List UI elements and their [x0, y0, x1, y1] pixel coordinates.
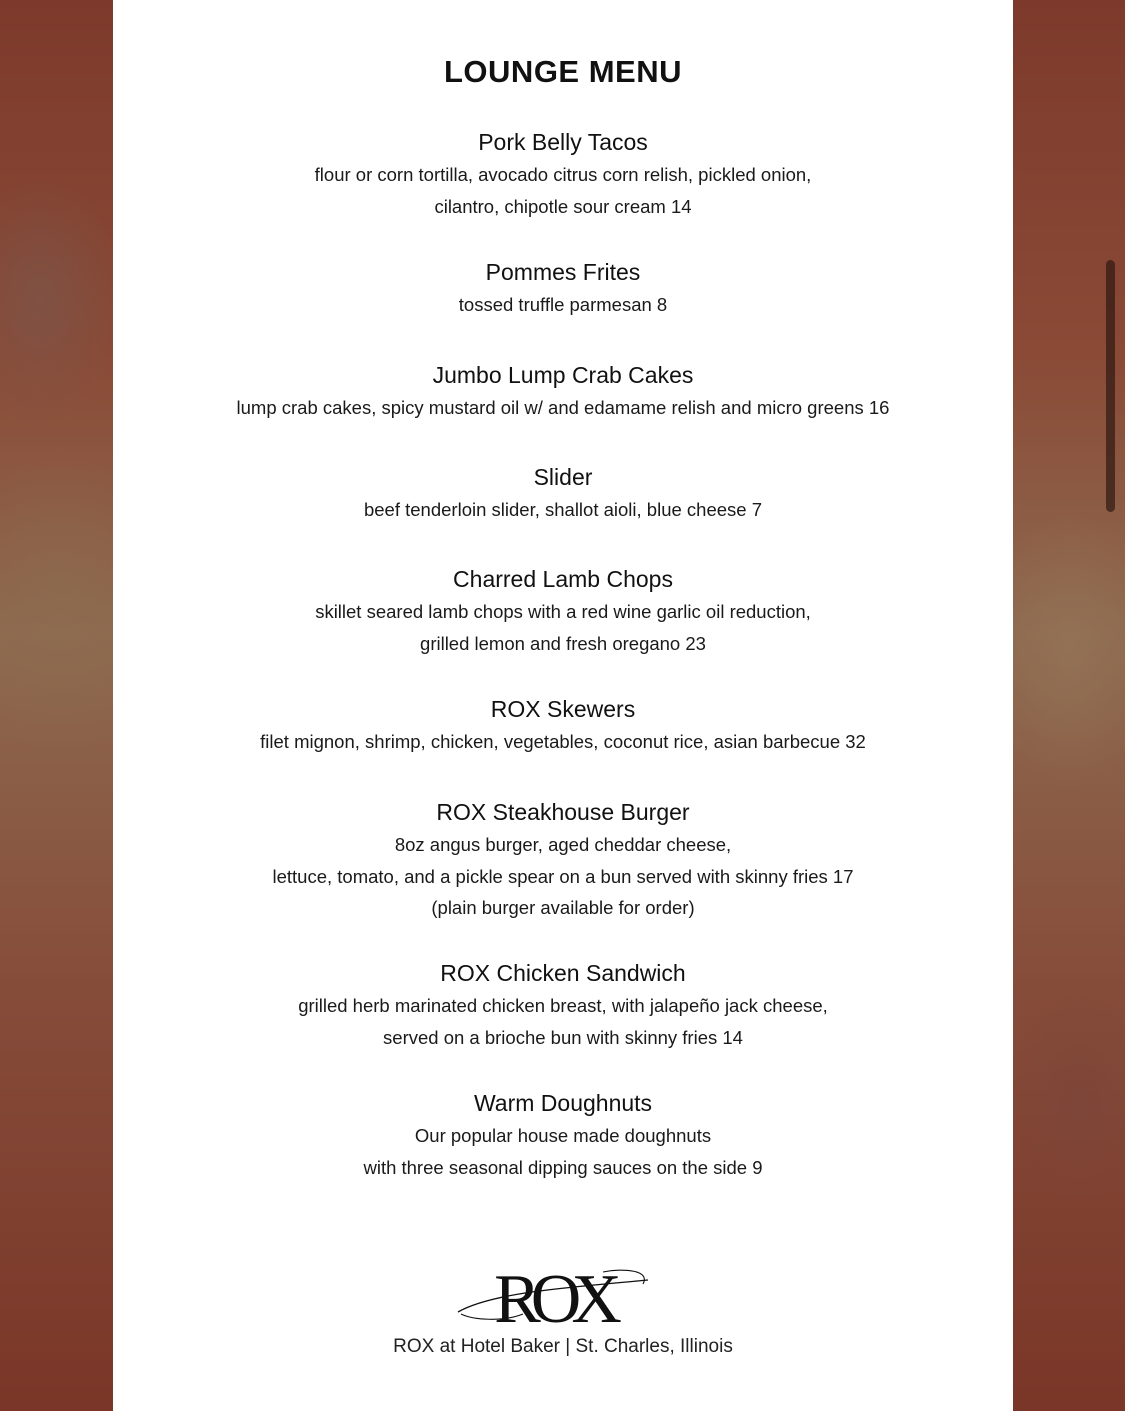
menu-item-name: Pommes Frites	[485, 259, 641, 285]
menu-item-description	[113, 1120, 1013, 1183]
menu-item-name: Warm Doughnuts	[473, 1090, 653, 1116]
description-line: filet mignon, shrimp, chicken, vegetables, coconut rice, asian barbecue 32	[260, 731, 866, 752]
menu-item-name: Slider	[533, 464, 593, 490]
description-line: lettuce, tomato, and a pickle spear on a bun served with skinny fries 17	[272, 865, 854, 887]
description-line: 8oz angus burger, aged cheddar cheese,	[394, 834, 732, 855]
description-line: flour or corn tortilla, avocado citrus corn relish, pickled onion,	[314, 164, 812, 185]
description-line: served on a brioche bun with skinny fries 14	[383, 1026, 743, 1048]
menu-item	[113, 694, 1013, 758]
menu-item-description	[113, 289, 1013, 321]
description-line: skillet seared lamb chops with a red wine garlic oil reduction,	[315, 601, 811, 622]
description-line: grilled lemon and fresh oregano 23	[420, 632, 706, 654]
left-background-texture	[0, 0, 113, 1411]
menu-item-description	[113, 990, 1013, 1053]
menu-item	[113, 797, 1013, 924]
description-line: grilled herb marinated chicken breast, with jalapeño jack cheese,	[298, 995, 828, 1016]
menu-item-description	[113, 494, 1013, 526]
menu-item-name: ROX Steakhouse Burger	[436, 799, 690, 825]
menu-item-description	[113, 596, 1013, 659]
menu-item-name: ROX Skewers	[490, 696, 636, 722]
menu-page	[113, 0, 1013, 1411]
description-line: tossed truffle parmesan 8	[458, 294, 668, 315]
menu-item-name: Pork Belly Tacos	[478, 129, 648, 155]
menu-item	[113, 360, 1013, 424]
menu-item	[113, 1088, 1013, 1183]
menu-item-description	[113, 829, 1013, 924]
menu-title: LOUNGE MENU	[444, 54, 682, 89]
menu-item	[113, 564, 1013, 659]
menu-item-description	[113, 726, 1013, 758]
description-line: cilantro, chipotle sour cream 14	[434, 195, 692, 217]
right-background-texture	[1013, 0, 1125, 1411]
menu-item-description	[113, 159, 1013, 222]
description-line: beef tenderloin slider, shallot aioli, blue cheese 7	[363, 499, 762, 520]
menu-item	[113, 127, 1013, 222]
menu-item-name: Charred Lamb Chops	[453, 566, 673, 592]
menu-item	[113, 462, 1013, 526]
footer-location: ROX at Hotel Baker | St. Charles, Illinois	[393, 1336, 733, 1357]
description-line: with three seasonal dipping sauces on the side 9	[363, 1156, 763, 1178]
menu-item-description	[113, 392, 1013, 424]
description-line: lump crab cakes, spicy mustard oil w/ and edamame relish and micro greens 16	[236, 397, 890, 418]
menu-item-name: ROX Chicken Sandwich	[440, 960, 686, 986]
scrollbar-thumb[interactable]	[1106, 260, 1115, 512]
description-line: (plain burger available for order)	[431, 897, 695, 918]
rox-logo-text: ROX	[494, 1262, 612, 1334]
menu-item	[113, 958, 1013, 1053]
description-line: Our popular house made doughnuts	[414, 1125, 712, 1146]
rox-logo	[453, 1262, 653, 1334]
menu-item	[113, 257, 1013, 321]
menu-item-name: Jumbo Lump Crab Cakes	[432, 362, 694, 388]
